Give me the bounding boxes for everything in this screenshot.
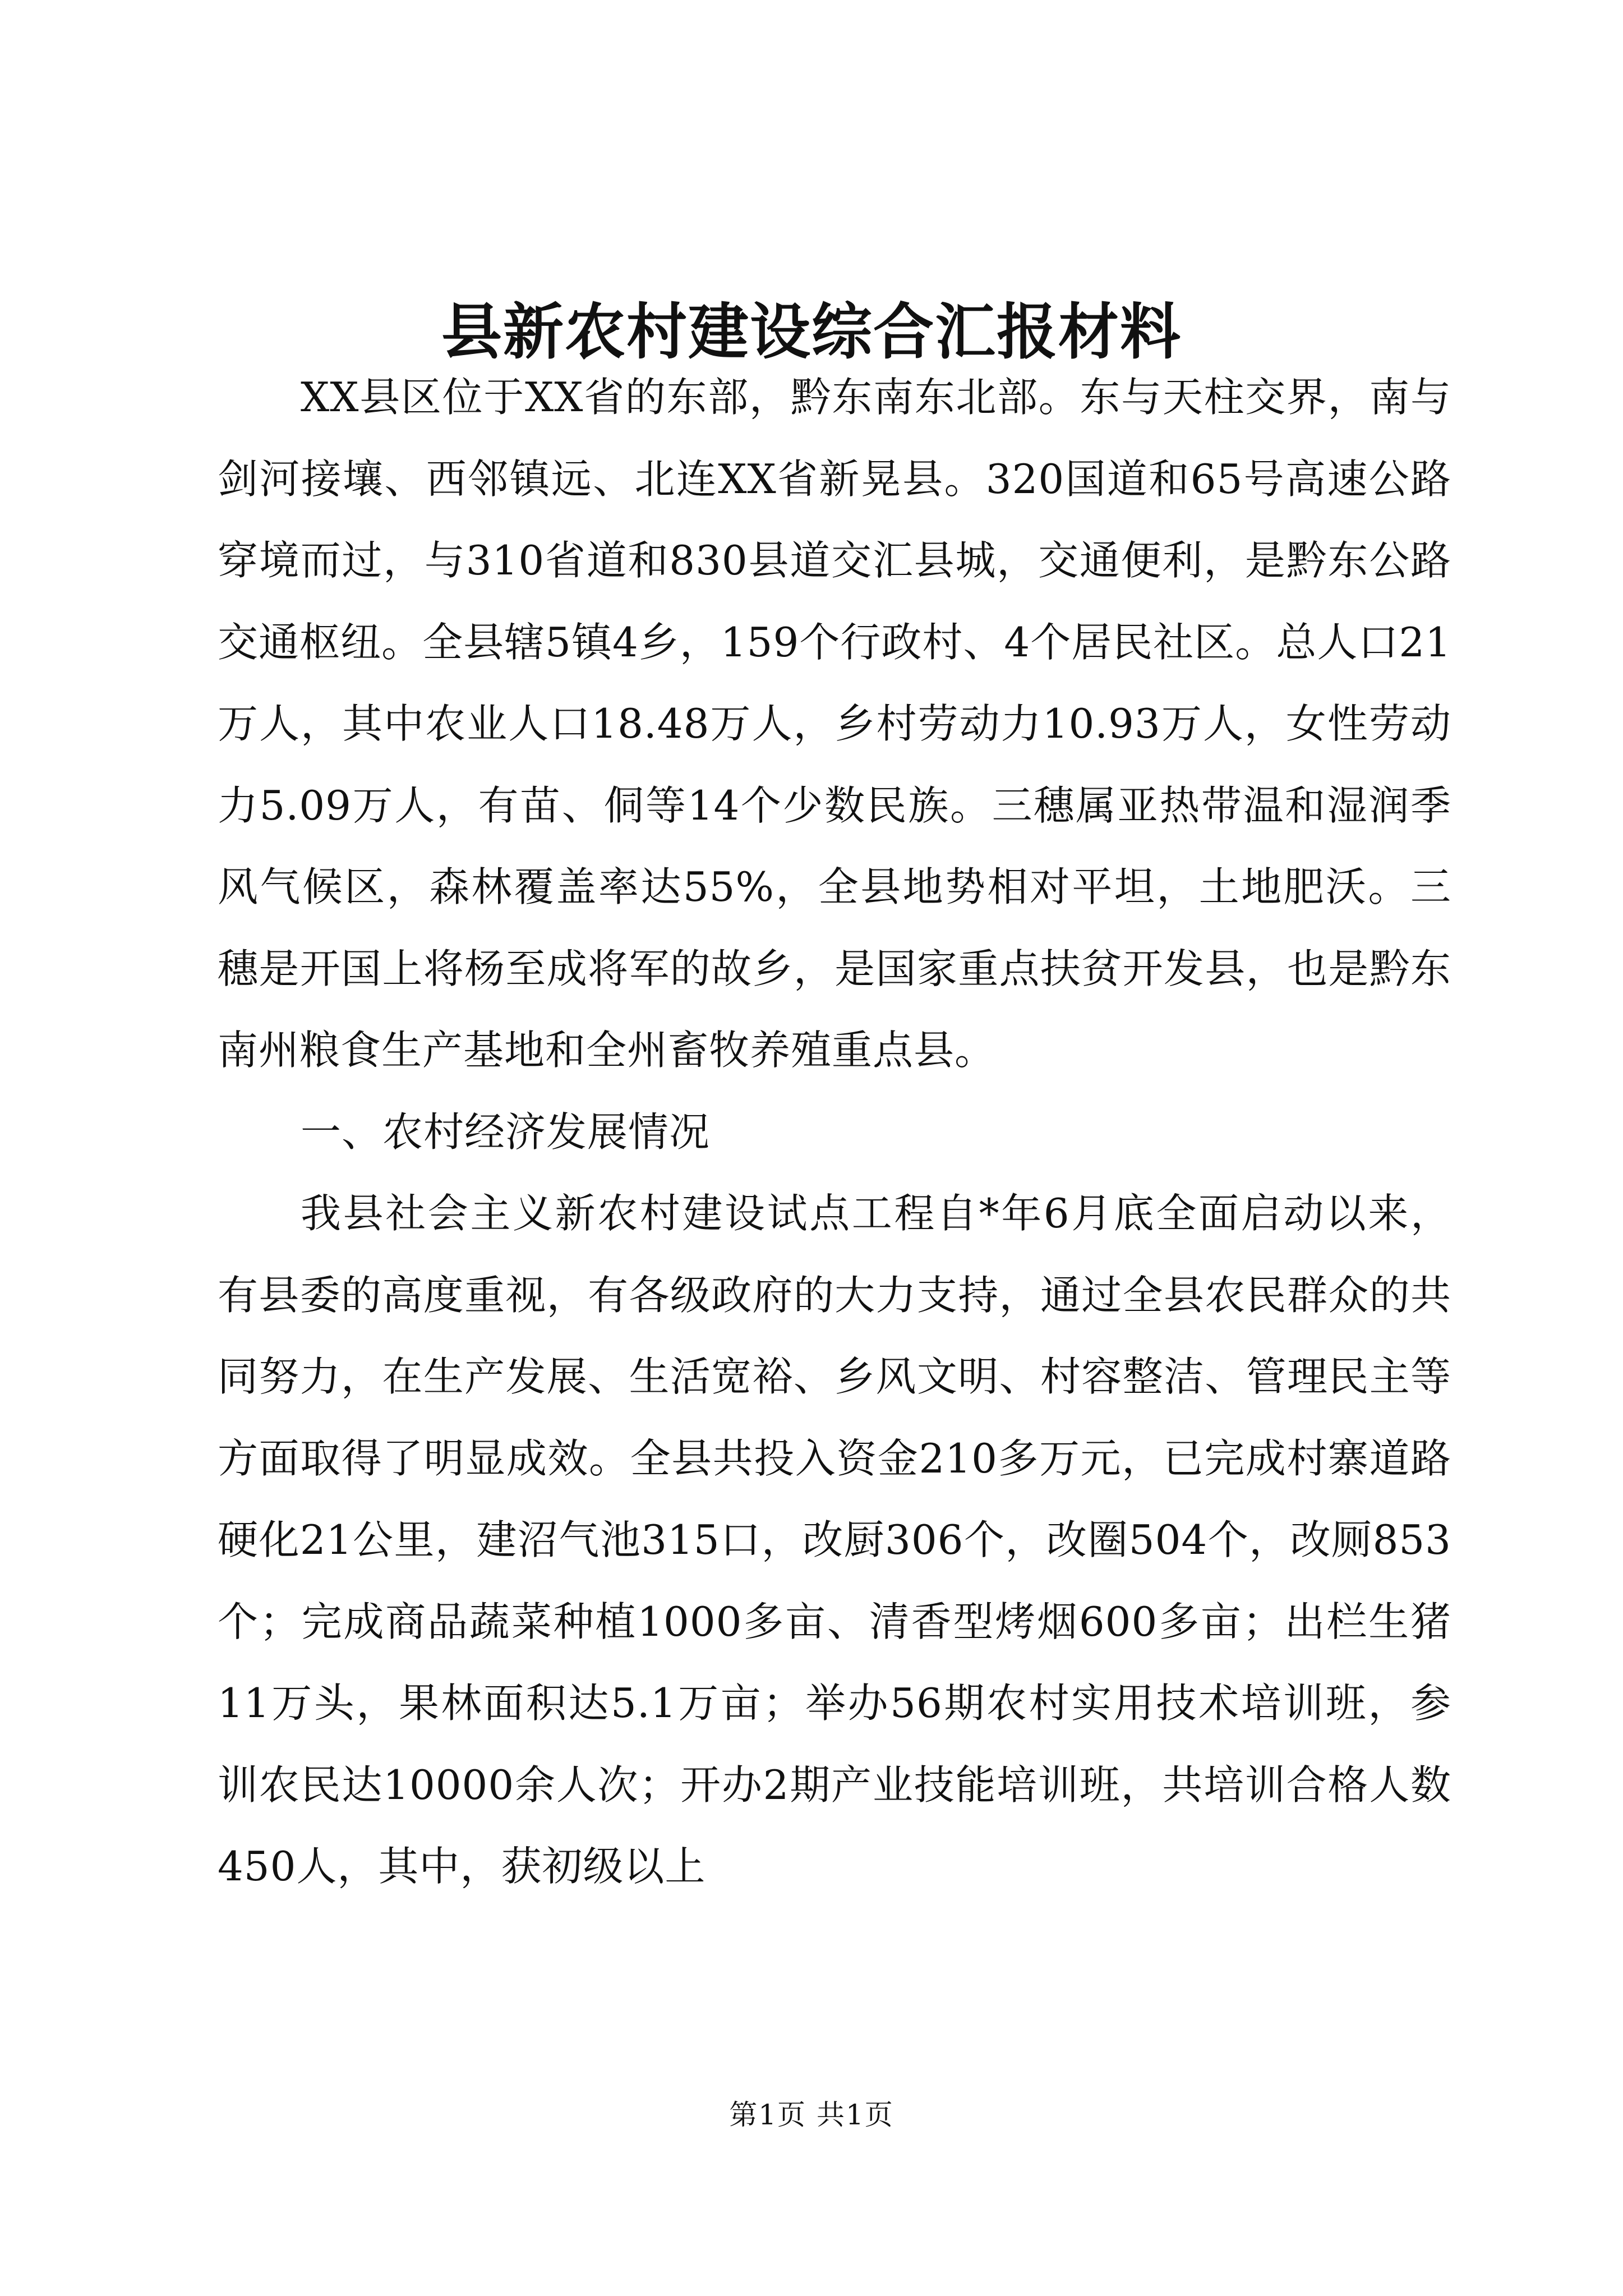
section-heading: 一、农村经济发展情况 bbox=[301, 1108, 711, 1156]
section-paragraph: 我县社会主义新农村建设试点工程自*年6月底全面启动以来，有县委的高度重视，有各级政府的大力支持，通过全县农民群众的共同努力，在生产发展、生活宽裕、乡风文明、村容整洁、管理民主等方面取得了明显成效。全县共投入资金210多万元，已完成村寨道路硬化21公里，建沼气池315口，改厨306个，改圈504个，改厕853个；完成商品蔬菜种植1000多亩、清香型烤烟600多亩；出栏生猪11万头，果林面积达5.1万亩；举办56期农村实用技术培训班，参训农民达10000余人次；开办2期产业技能培训班，共培训合格人数450人，其中，获初级以上 bbox=[218, 1190, 1451, 1890]
page-footer: 第1页 共1页 bbox=[729, 2099, 894, 2131]
document-body bbox=[218, 357, 1451, 1908]
document-title: 县新农村建设综合汇报材料 bbox=[441, 297, 1182, 367]
intro-paragraph: XX县区位于XX省的东部，黔东南东北部。东与天柱交界，南与剑河接壤、西邻镇远、北连XX省新晃县。320国道和65号高速公路穿境而过，与310省道和830县道交汇县城，交通便利，是黔东公路交通枢纽。全县辖5镇4乡，159个行政村、4个居民社区。总人口21万人，其中农业人口18.48万人，乡村劳动力10.93万人，女性劳动力5.09万人，有苗、侗等14个少数民族。三穗属亚热带温和湿润季风气候区，森林覆盖率达55%，全县地势相对平坦，土地肥沃。三穗是开国上将杨至成将军的故乡，是国家重点扶贫开发县，也是黔东南州粮食生产基地和全州畜牧养殖重点县。 bbox=[218, 374, 1451, 1074]
